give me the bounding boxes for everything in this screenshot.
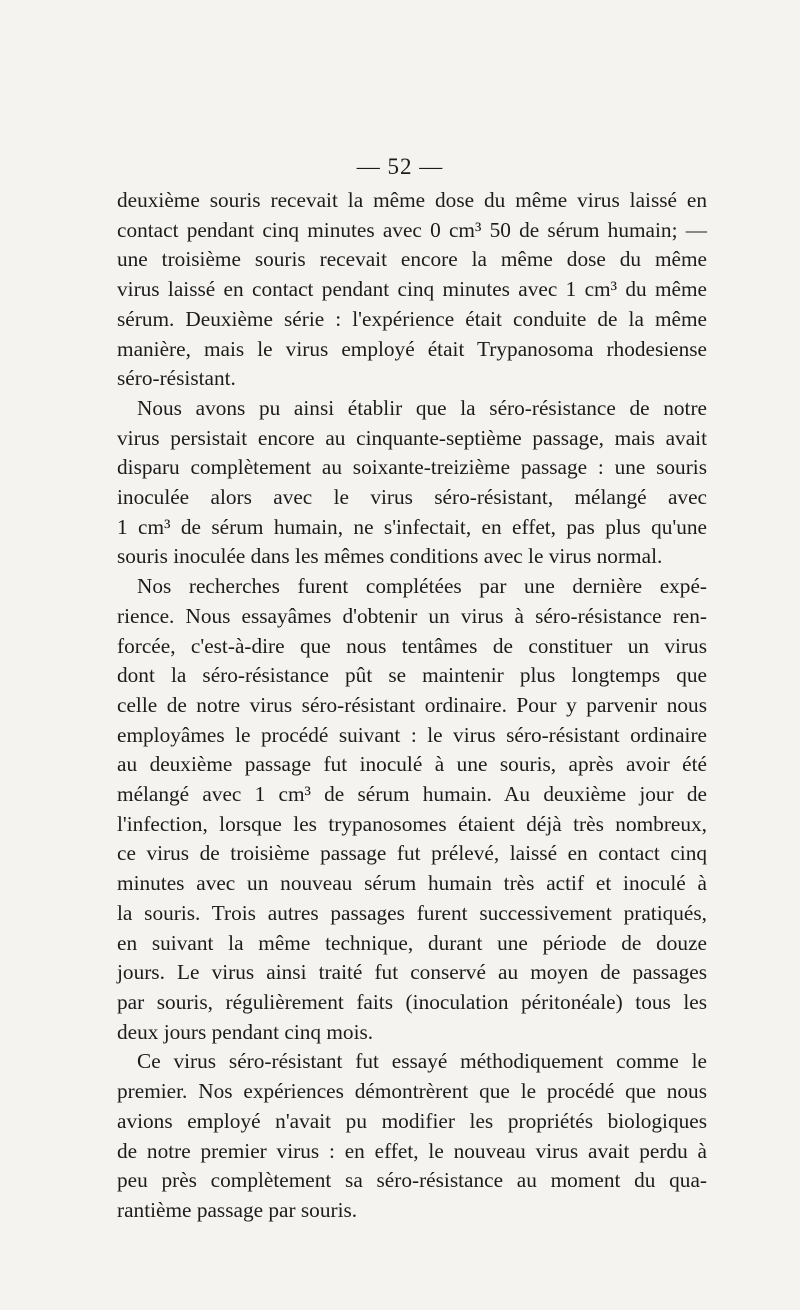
text-line: minutes avec un nouveau sérum humain très actif et inoculé à	[117, 871, 707, 896]
text-line: de notre premier virus : en effet, le nouveau virus avait perdu à	[117, 1138, 707, 1163]
text-line: dont la séro-résistance pût se maintenir plus longtemps que	[117, 663, 707, 688]
text-line: sérum. Deuxième série : l'expérience était conduite de la même	[117, 306, 707, 331]
text-line: deux jours pendant cinq mois.	[117, 1019, 374, 1044]
text-line: au deuxième passage fut inoculé à une souris, après avoir été	[117, 752, 707, 777]
text-line: manière, mais le virus employé était Trypanosoma rhodesiense	[117, 336, 707, 361]
text-line: inoculée alors avec le virus séro-résistant, mélangé avec	[117, 485, 707, 510]
text-line: virus laissé en contact pendant cinq minutes avec 1 cm³ du même	[117, 277, 707, 302]
text-line: rantième passage par souris.	[117, 1197, 358, 1222]
text-line: Ce virus séro-résistant fut essayé méthodiquement comme le	[137, 1049, 707, 1074]
text-line: 1 cm³ de sérum humain, ne s'infectait, en effet, pas plus qu'une	[117, 514, 707, 539]
page-number: — 52 —	[356, 154, 444, 179]
text-line: ce virus de troisième passage fut prélevé, laissé en contact cinq	[117, 841, 707, 866]
text-line: deuxième souris recevait la même dose du même virus laissé en	[117, 188, 707, 212]
paragraph	[117, 186, 707, 394]
text-line: Nous avons pu ainsi établir que la séro-résistance de notre	[137, 395, 707, 420]
text-line: séro-résistant.	[117, 366, 236, 391]
text-line: une troisième souris recevait encore la même dose du même	[117, 247, 707, 272]
text-line: celle de notre virus séro-résistant ordinaire. Pour y parvenir nous	[117, 692, 707, 717]
text-line: en suivant la même technique, durant une période de douze	[117, 930, 707, 955]
text-line: souris inoculée dans les mêmes conditions avec le virus normal.	[117, 544, 663, 569]
text-line: jours. Le virus ainsi traité fut conservé au moyen de passages	[117, 960, 707, 985]
text-line: l'infection, lorsque les trypanosomes étaient déjà très nombreux,	[117, 811, 707, 836]
text-line: forcée, c'est-à-dire que nous tentâmes de constituer un virus	[117, 633, 707, 658]
text-line: par souris, régulièrement faits (inoculation péritonéale) tous les	[117, 989, 707, 1014]
paragraph	[117, 394, 707, 572]
text-line: mélangé avec 1 cm³ de sérum humain. Au deuxième jour de	[117, 782, 707, 807]
text-line: peu près complètement sa séro-résistance au moment du qua-	[117, 1168, 707, 1193]
text-line: employâmes le procédé suivant : le virus séro-résistant ordinaire	[117, 722, 707, 747]
text-line: contact pendant cinq minutes avec 0 cm³ 50 de sérum humain; —	[117, 217, 707, 242]
body-text	[117, 186, 707, 1226]
text-line: rience. Nous essayâmes d'obtenir un virus à séro-résistance ren-	[117, 603, 707, 628]
paragraph	[117, 1047, 707, 1225]
text-line: premier. Nos expériences démontrèrent que le procédé que nous	[117, 1079, 707, 1104]
text-line: avions employé n'avait pu modifier les propriétés biologiques	[117, 1108, 707, 1133]
text-line: virus persistait encore au cinquante-septième passage, mais avait	[117, 425, 707, 450]
text-line: disparu complètement au soixante-treizième passage : une souris	[117, 455, 707, 480]
text-line: la souris. Trois autres passages furent successivement pratiqués,	[117, 900, 707, 925]
paragraph	[117, 572, 707, 1047]
text-line: Nos recherches furent complétées par une dernière expé-	[137, 574, 707, 599]
